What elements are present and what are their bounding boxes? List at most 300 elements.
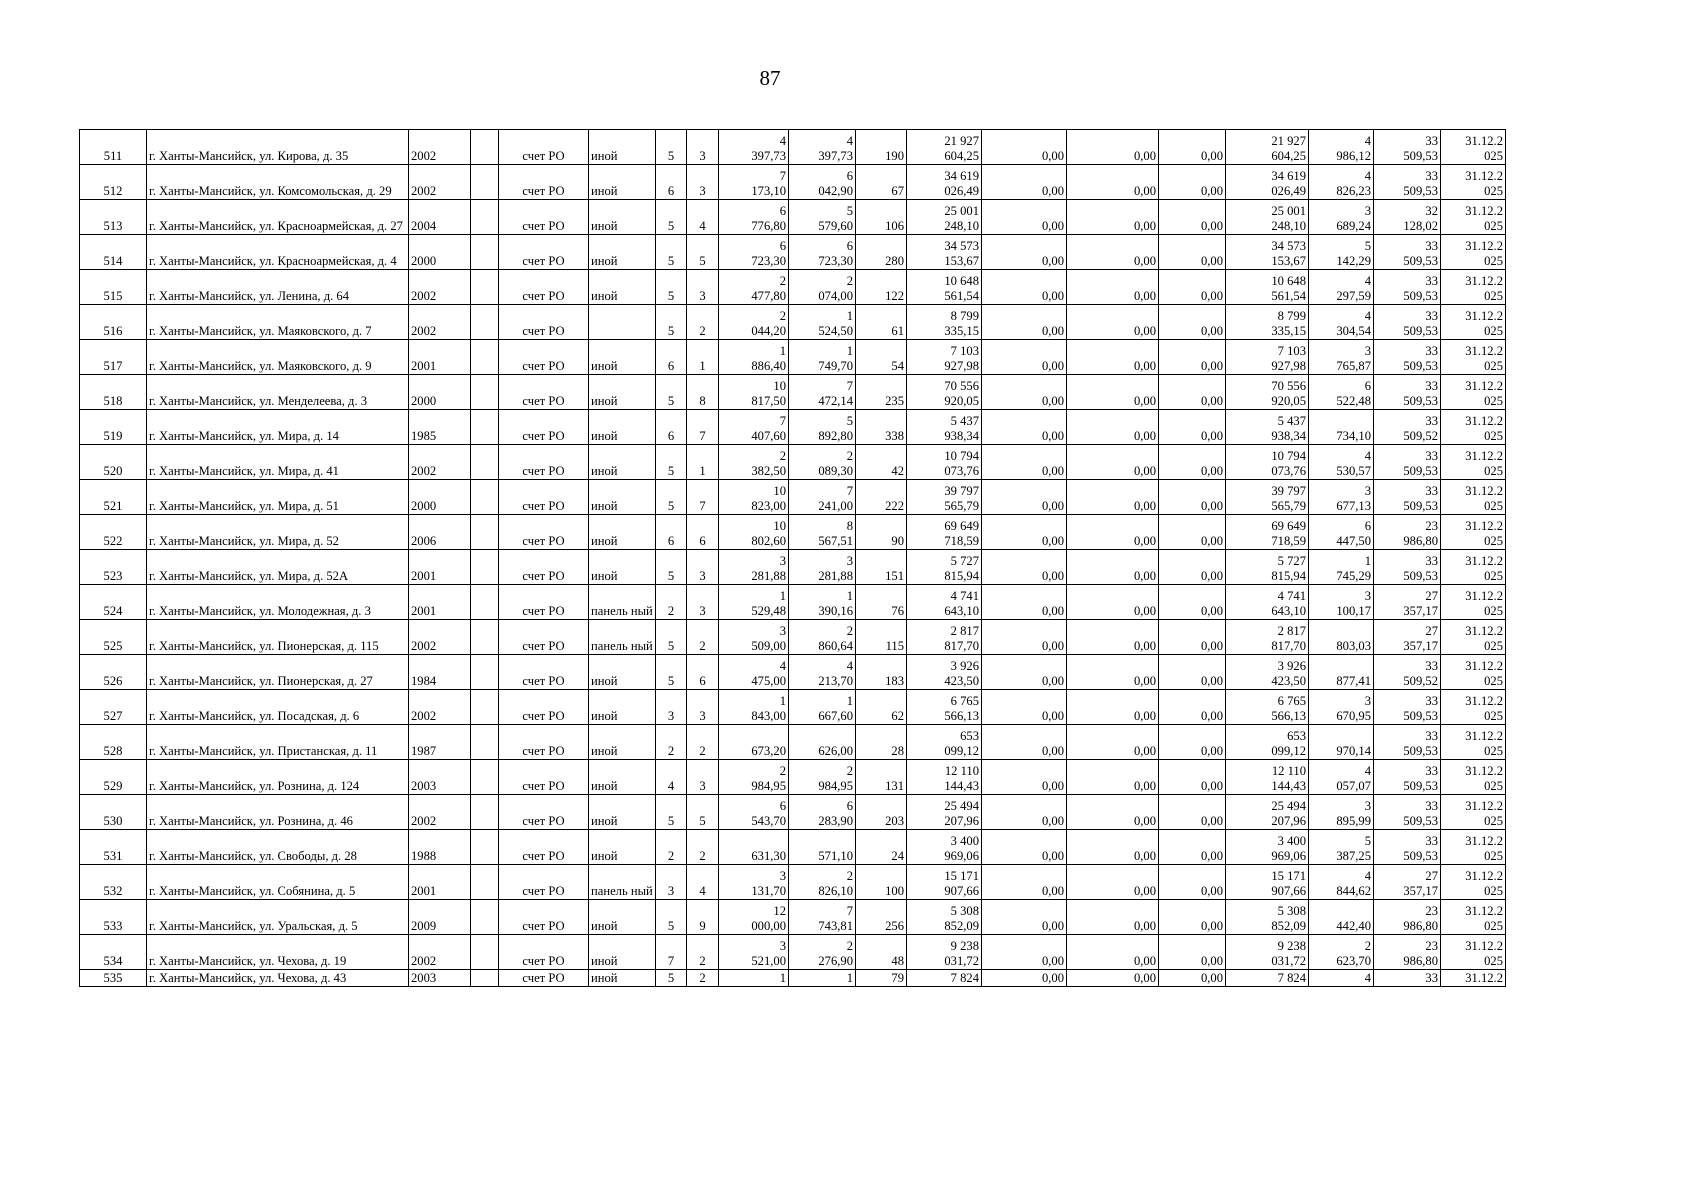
cell-line: 472,14 [818, 394, 853, 408]
floors-cell [656, 375, 687, 410]
fund-cell [499, 480, 589, 515]
zero-cell [1159, 410, 1226, 445]
limit-cost-cell [1374, 165, 1441, 200]
unit-cost-cell [1309, 270, 1374, 305]
year-cell [409, 480, 471, 515]
cell-line: 283,90 [818, 814, 853, 828]
cell-text: счет РО [522, 849, 565, 863]
table-row [80, 410, 1506, 445]
living-area-cell [789, 515, 856, 550]
deadline-cell [1441, 585, 1506, 620]
year-cell [409, 515, 471, 550]
cell-text: 0,00 [1041, 849, 1064, 863]
cell-text: 4 [699, 219, 706, 233]
cell-line: 509,53 [1403, 289, 1438, 303]
cell-text: 5 [699, 254, 706, 268]
cell-text: 2 [667, 604, 675, 618]
total-area-cell [719, 375, 789, 410]
living-area-cell [789, 620, 856, 655]
cell-line: 3 926 [1277, 659, 1306, 673]
empty-cell [471, 935, 499, 970]
cell-line: 100,17 [1336, 604, 1371, 618]
unit-cost-cell [1309, 165, 1374, 200]
cell-line: 000,00 [751, 919, 786, 933]
zero-cell [1067, 550, 1159, 585]
cost-cell [907, 795, 982, 830]
living-area-cell [789, 375, 856, 410]
zero-cell [982, 655, 1067, 690]
empty-cell [471, 410, 499, 445]
deadline-cell [1441, 130, 1506, 165]
cell-line: 4 741 [1277, 589, 1306, 603]
cell-text: 5 [667, 289, 675, 303]
owner-funds-cell [1226, 340, 1309, 375]
cell-line: 31.12.2 [1465, 939, 1503, 953]
cell-text: 0,00 [1200, 324, 1223, 338]
unit-cost-cell [1309, 725, 1374, 760]
cell-line: 025 [1484, 289, 1503, 303]
cell-line: 2 817 [950, 624, 979, 638]
zero-cell [1067, 970, 1159, 987]
cell-text: 2003 [411, 779, 437, 793]
cell-line: 475,00 [751, 674, 786, 688]
entrances-cell [687, 480, 719, 515]
unit-cost-cell [1309, 865, 1374, 900]
cell-text: 515 [103, 289, 123, 303]
row-number [80, 200, 147, 235]
zero-cell [982, 725, 1067, 760]
owner-funds-cell [1226, 375, 1309, 410]
cell-text: 0,00 [1200, 604, 1223, 618]
cell-text: г. Ханты-Мансийск, ул. Красноармейская, д. 27 [149, 219, 403, 233]
address-cell [147, 550, 409, 585]
cell-text: 222 [885, 499, 904, 513]
cell-line: 653 [960, 729, 979, 743]
living-area-cell [789, 410, 856, 445]
cell-line: 025 [1484, 919, 1503, 933]
cell-line: 15 171 [1271, 869, 1306, 883]
cell-line: 6 [779, 204, 786, 218]
cell-line: 390,16 [818, 604, 853, 618]
cell-line: 477,80 [751, 289, 786, 303]
cell-line: 31.12.2 [1465, 484, 1503, 498]
cost-cell [907, 935, 982, 970]
floors-cell [656, 725, 687, 760]
zero-cell [982, 200, 1067, 235]
floors-cell [656, 690, 687, 725]
zero-cell [1067, 375, 1159, 410]
deadline-cell [1441, 165, 1506, 200]
row-number [80, 235, 147, 270]
residents-cell [856, 655, 907, 690]
cell-text: 3 [699, 184, 706, 198]
living-area-cell [789, 725, 856, 760]
zero-cell [982, 340, 1067, 375]
zero-cell [1067, 130, 1159, 165]
empty-cell [471, 865, 499, 900]
total-area-cell [719, 235, 789, 270]
cell-line: 907,66 [944, 884, 979, 898]
cell-text: 6 [699, 534, 706, 548]
cell-line: 31.12.2 [1465, 729, 1503, 743]
cell-line: 69 649 [1271, 519, 1306, 533]
cell-line: 7 [779, 169, 786, 183]
zero-cell [1067, 620, 1159, 655]
cell-line: 509,53 [1403, 359, 1438, 373]
cell-text: 7 [699, 429, 706, 443]
living-area-cell [789, 865, 856, 900]
unit-cost-cell [1309, 795, 1374, 830]
entrances-cell [687, 830, 719, 865]
cell-line: 826,10 [818, 884, 853, 898]
cell-text: 6 [667, 534, 675, 548]
cell-line: 335,15 [1271, 324, 1306, 338]
cost-cell [907, 655, 982, 690]
cell-text: иной [591, 971, 618, 985]
cell-line: 877,41 [1336, 674, 1371, 688]
cell-line: 667,60 [818, 709, 853, 723]
material-cell [589, 795, 656, 830]
limit-cost-cell [1374, 480, 1441, 515]
cell-line: 31.12.2 [1465, 379, 1503, 393]
address-cell [147, 235, 409, 270]
cell-line: 31.12.2 [1465, 414, 1503, 428]
row-number [80, 340, 147, 375]
cell-text: иной [591, 499, 618, 513]
table-body [80, 130, 1506, 987]
cell-line: 025 [1484, 219, 1503, 233]
entrances-cell [687, 970, 719, 987]
living-area-cell [789, 200, 856, 235]
cell-line: 802,60 [751, 534, 786, 548]
residents-cell [856, 480, 907, 515]
cell-line: 304,54 [1336, 324, 1371, 338]
year-cell [409, 655, 471, 690]
limit-cost-cell [1374, 620, 1441, 655]
address-cell [147, 340, 409, 375]
living-area-cell [789, 235, 856, 270]
cell-text: 6 [699, 674, 706, 688]
cell-text: 0,00 [1200, 569, 1223, 583]
zero-cell [1159, 375, 1226, 410]
limit-cost-cell [1374, 900, 1441, 935]
owner-funds-cell [1226, 130, 1309, 165]
year-cell [409, 970, 471, 987]
deadline-cell [1441, 340, 1506, 375]
cell-line: 970,14 [1336, 744, 1371, 758]
cell-line: 886,40 [751, 359, 786, 373]
table-row [80, 690, 1506, 725]
cell-text: счет РО [522, 709, 565, 723]
houses-table [79, 129, 1506, 987]
cell-text: 0,00 [1041, 884, 1064, 898]
cell-line: 6 [1364, 379, 1371, 393]
cell-line: 521,00 [751, 954, 786, 968]
zero-cell [982, 620, 1067, 655]
cell-text: 7 824 [1277, 971, 1306, 985]
cell-line: 8 799 [950, 309, 979, 323]
cell-line: 241,00 [818, 499, 853, 513]
cell-text: г. Ханты-Мансийск, ул. Чехова, д. 19 [149, 954, 347, 968]
cell-line: 765,87 [1336, 359, 1371, 373]
cell-line: 33 [1425, 834, 1438, 848]
cell-line: 2 [846, 869, 853, 883]
cell-text: г. Ханты-Мансийск, ул. Мира, д. 41 [149, 464, 339, 478]
address-cell [147, 375, 409, 410]
cell-line: 2 [779, 274, 786, 288]
owner-funds-cell [1226, 865, 1309, 900]
entrances-cell [687, 690, 719, 725]
cell-line: 565,79 [1271, 499, 1306, 513]
fund-cell [499, 445, 589, 480]
floors-cell [656, 935, 687, 970]
table-row [80, 900, 1506, 935]
year-cell [409, 830, 471, 865]
cell-text: 0,00 [1133, 849, 1156, 863]
cost-cell [907, 270, 982, 305]
empty-cell [471, 480, 499, 515]
table-row [80, 795, 1506, 830]
fund-cell [499, 550, 589, 585]
limit-cost-cell [1374, 585, 1441, 620]
zero-cell [982, 235, 1067, 270]
cell-text: панель ный [591, 604, 653, 618]
cell-text: 1984 [411, 674, 437, 688]
residents-cell [856, 725, 907, 760]
cell-text: 0,00 [1200, 709, 1223, 723]
cell-text: 7 [667, 954, 675, 968]
fund-cell [499, 795, 589, 830]
empty-cell [471, 620, 499, 655]
cell-line: 2 [779, 309, 786, 323]
row-number [80, 515, 147, 550]
cell-line: 12 110 [944, 764, 979, 778]
total-area-cell [719, 445, 789, 480]
cell-text: 2002 [411, 709, 437, 723]
entrances-cell [687, 445, 719, 480]
row-number [80, 620, 147, 655]
cost-cell [907, 725, 982, 760]
floors-cell [656, 515, 687, 550]
cell-line: 984,95 [751, 779, 786, 793]
cell-text: счет РО [522, 219, 565, 233]
floors-cell [656, 550, 687, 585]
cell-text: 7 824 [950, 971, 979, 985]
cell-line: 39 797 [944, 484, 979, 498]
address-cell [147, 865, 409, 900]
cell-line: 423,50 [944, 674, 979, 688]
cell-line: 529,48 [751, 604, 786, 618]
cell-text: 0,00 [1041, 359, 1064, 373]
cell-text: 0,00 [1041, 709, 1064, 723]
cell-text: иной [591, 569, 618, 583]
empty-cell [471, 900, 499, 935]
address-cell [147, 270, 409, 305]
cell-text: г. Ханты-Мансийск, ул. Молодежная, д. 3 [149, 604, 371, 618]
cell-line: 643,10 [944, 604, 979, 618]
cell-text: 517 [103, 359, 123, 373]
cell-text: 5 [699, 814, 706, 828]
cell-text: 79 [891, 971, 904, 985]
cell-text: 0,00 [1133, 359, 1156, 373]
unit-cost-cell [1309, 375, 1374, 410]
cell-text: 0,00 [1133, 429, 1156, 443]
cell-text: иной [591, 534, 618, 548]
cell-text: счет РО [522, 464, 565, 478]
cell-text: счет РО [522, 499, 565, 513]
cell-text: 8 [699, 394, 706, 408]
cell-line: 31.12.2 [1465, 134, 1503, 148]
cell-line: 33 [1425, 274, 1438, 288]
cell-line: 6 [779, 239, 786, 253]
cell-text: 5 [667, 324, 675, 338]
cell-line: 173,10 [751, 184, 786, 198]
cell-text: панель ный [591, 884, 653, 898]
zero-cell [1159, 235, 1226, 270]
zero-cell [1159, 200, 1226, 235]
cell-line: 5 [846, 414, 853, 428]
table-row [80, 935, 1506, 970]
owner-funds-cell [1226, 655, 1309, 690]
residents-cell [856, 550, 907, 585]
cell-line: 920,05 [944, 394, 979, 408]
entrances-cell [687, 760, 719, 795]
cell-line: 10 794 [1271, 449, 1306, 463]
living-area-cell [789, 690, 856, 725]
cell-text: г. Ханты-Мансийск, ул. Уральская, д. 5 [149, 919, 358, 933]
cell-text: 9 [699, 919, 706, 933]
table-row [80, 620, 1506, 655]
cell-text: счет РО [522, 534, 565, 548]
limit-cost-cell [1374, 935, 1441, 970]
cell-text: 2 [699, 744, 706, 758]
limit-cost-cell [1374, 340, 1441, 375]
cell-text: 0,00 [1133, 394, 1156, 408]
cell-text: 2003 [411, 971, 437, 985]
zero-cell [982, 795, 1067, 830]
cell-text: г. Ханты-Мансийск, ул. Маяковского, д. 9 [149, 359, 372, 373]
cell-line: 567,51 [818, 534, 853, 548]
cell-text: счет РО [522, 779, 565, 793]
zero-cell [1067, 480, 1159, 515]
cell-text: 0,00 [1041, 219, 1064, 233]
cell-line: 357,17 [1403, 639, 1438, 653]
cell-text: 2001 [411, 569, 437, 583]
living-area-cell [789, 550, 856, 585]
table-row [80, 445, 1506, 480]
cell-line: 10 648 [1271, 274, 1306, 288]
owner-funds-cell [1226, 515, 1309, 550]
table-row [80, 165, 1506, 200]
total-area-cell [719, 795, 789, 830]
cell-line: 382,50 [751, 464, 786, 478]
fund-cell [499, 830, 589, 865]
zero-cell [1067, 445, 1159, 480]
cell-text: 5 [667, 971, 675, 985]
cell-text: 7 [699, 499, 706, 513]
cell-line: 69 649 [944, 519, 979, 533]
cell-line: 423,50 [1271, 674, 1306, 688]
cell-text: 106 [885, 219, 904, 233]
floors-cell [656, 410, 687, 445]
cell-line: 9 238 [950, 939, 979, 953]
cell-line: 689,24 [1336, 219, 1371, 233]
deadline-cell [1441, 445, 1506, 480]
owner-funds-cell [1226, 620, 1309, 655]
year-cell [409, 900, 471, 935]
cell-line: 653 [1287, 729, 1306, 743]
floors-cell [656, 865, 687, 900]
cell-text: 76 [891, 604, 904, 618]
residents-cell [856, 760, 907, 795]
total-area-cell [719, 410, 789, 445]
cell-line: 026,49 [944, 184, 979, 198]
cell-text: 0,00 [1133, 814, 1156, 828]
cell-line: 089,30 [818, 464, 853, 478]
cell-line: 33 [1425, 729, 1438, 743]
residents-cell [856, 900, 907, 935]
zero-cell [982, 970, 1067, 987]
material-cell [589, 515, 656, 550]
fund-cell [499, 515, 589, 550]
cell-line: 1 [846, 309, 853, 323]
floors-cell [656, 970, 687, 987]
cell-line: 5 [846, 204, 853, 218]
cell-text: 533 [103, 919, 123, 933]
cell-text: г. Ханты-Мансийск, ул. Менделеева, д. 3 [149, 394, 368, 408]
cell-line: 5 727 [950, 554, 979, 568]
cell-line: 25 494 [944, 799, 979, 813]
total-area-cell [719, 515, 789, 550]
cell-line: 026,49 [1271, 184, 1306, 198]
cell-text: 2004 [411, 219, 437, 233]
row-number [80, 935, 147, 970]
year-cell [409, 865, 471, 900]
owner-funds-cell [1226, 305, 1309, 340]
address-cell [147, 480, 409, 515]
cell-text: г. Ханты-Мансийск, ул. Рознина, д. 124 [149, 779, 360, 793]
limit-cost-cell [1374, 375, 1441, 410]
cell-text: 518 [103, 394, 123, 408]
cell-text: 523 [103, 569, 123, 583]
fund-cell [499, 340, 589, 375]
cell-text: иной [591, 149, 618, 163]
cell-text: 0,00 [1041, 289, 1064, 303]
fund-cell [499, 970, 589, 987]
owner-funds-cell [1226, 165, 1309, 200]
material-cell [589, 480, 656, 515]
year-cell [409, 550, 471, 585]
cell-text: 2 [667, 849, 675, 863]
cell-line: 34 573 [1271, 239, 1306, 253]
cell-line: 3 [1364, 344, 1371, 358]
material-cell [589, 935, 656, 970]
cell-line: 276,90 [818, 954, 853, 968]
cell-text: счет РО [522, 954, 565, 968]
cost-cell [907, 130, 982, 165]
cell-line: 207,96 [1271, 814, 1306, 828]
cell-line: 7 103 [950, 344, 979, 358]
cell-line: 5 308 [1277, 904, 1306, 918]
entrances-cell [687, 585, 719, 620]
material-cell [589, 830, 656, 865]
residents-cell [856, 515, 907, 550]
cell-line: 986,80 [1403, 919, 1438, 933]
cell-line: 718,59 [1271, 534, 1306, 548]
total-area-cell [719, 690, 789, 725]
cell-text: 0,00 [1200, 429, 1223, 443]
cell-line: 33 [1425, 379, 1438, 393]
